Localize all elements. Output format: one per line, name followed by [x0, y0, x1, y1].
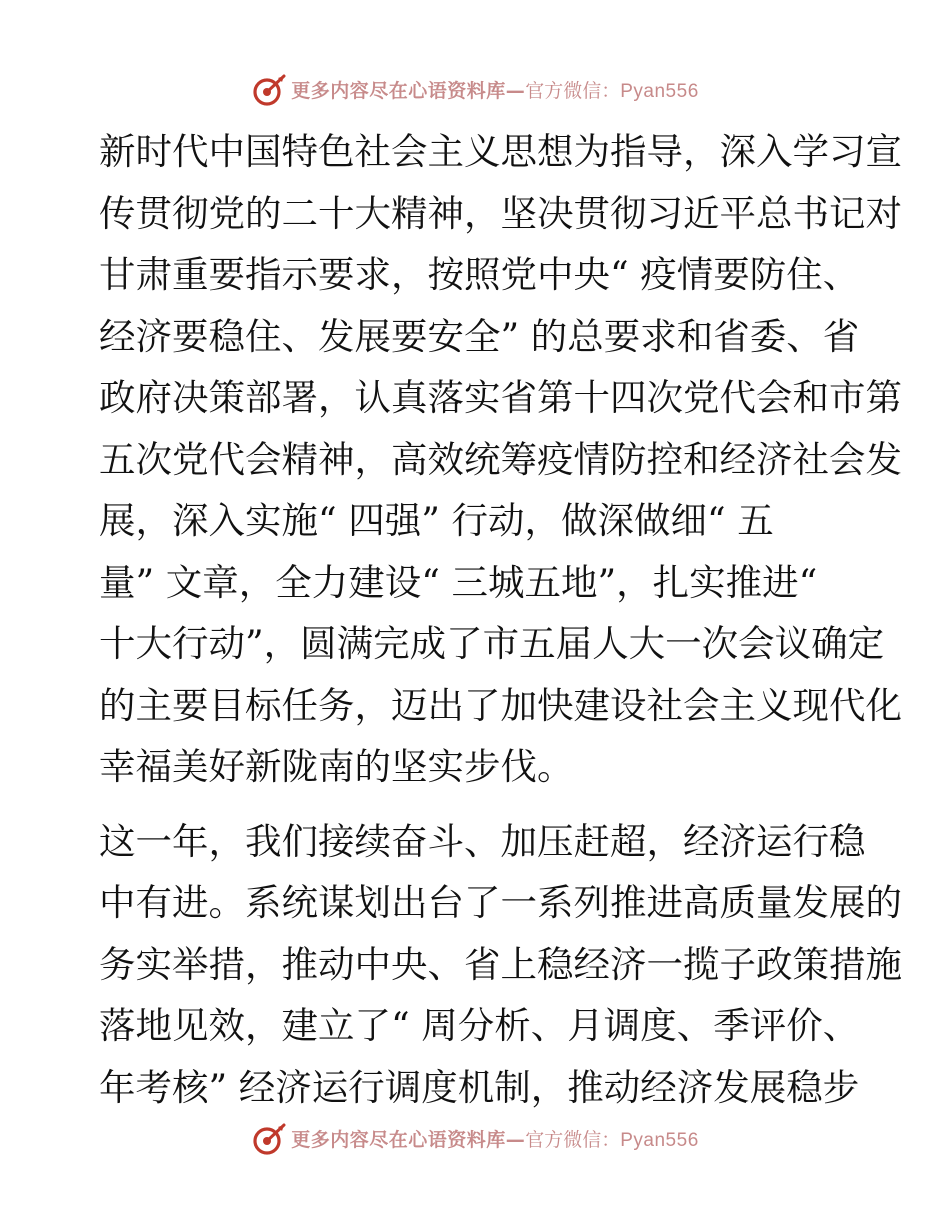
text-line: 传贯彻党的二十大精神，坚决贯彻习近平总书记对 — [99, 191, 902, 235]
text-line: 五次党代会精神，高效统筹疫情防控和经济社会发 — [99, 437, 902, 481]
text-line: 幸福美好新陇南的坚实步伐。 — [99, 745, 574, 788]
paragraph-2 — [99, 811, 902, 1119]
header-banner — [0, 71, 950, 111]
footer-wechat-id: Pyan556 — [620, 1129, 699, 1151]
text-line: 甘肃重要指示要求，按照党中央“ 疫情要防住、 — [99, 253, 860, 296]
text-line: 的主要目标任务，迈出了加快建设社会主义现代化 — [99, 683, 902, 727]
pen-logo-icon — [251, 73, 287, 109]
footer-banner — [0, 1120, 950, 1160]
text-line: 新时代中国特色社会主义思想为指导，深入学习宣 — [99, 130, 902, 173]
text-line: 经济要稳住、发展要安全” 的总要求和省委、省 — [99, 314, 860, 358]
text-line: 政府决策部署，认真落实省第十四次党代会和市第 — [99, 376, 902, 419]
text-line: 量” 文章，全力建设“ 三城五地”，扎实推进“ — [99, 560, 818, 604]
header-wechat-label: 官方微信： — [525, 79, 621, 102]
pen-logo-icon — [251, 1122, 287, 1158]
footer-wechat-label: 官方微信： — [525, 1128, 621, 1151]
text-line: 十大行动”，圆满完成了市五届人大一次会议确定 — [99, 622, 885, 665]
header-dash: — — [505, 79, 526, 102]
header-site-text: 更多内容尽在心语资料库 — [291, 79, 506, 102]
text-line: 展，深入实施“ 四强” 行动，做深做细“ 五 — [99, 499, 774, 542]
text-line: 年考核” 经济运行调度机制，推动经济发展稳步 — [99, 1065, 860, 1109]
paragraph-1 — [99, 121, 902, 798]
text-line: 这一年，我们接续奋斗、加压赶超，经济运行稳 — [99, 819, 866, 863]
footer-site-text: 更多内容尽在心语资料库 — [291, 1128, 506, 1151]
document-body — [99, 121, 902, 1118]
header-wechat-id: Pyan556 — [620, 80, 699, 102]
text-line: 中有进。系统谋划出台了一系列推进高质量发展的 — [99, 881, 902, 924]
text-line: 落地见效，建立了“ 周分析、月调度、季评价、 — [99, 1004, 860, 1047]
text-line: 务实举措，推动中央、省上稳经济一揽子政策措施 — [99, 942, 902, 986]
footer-dash: — — [505, 1128, 526, 1151]
